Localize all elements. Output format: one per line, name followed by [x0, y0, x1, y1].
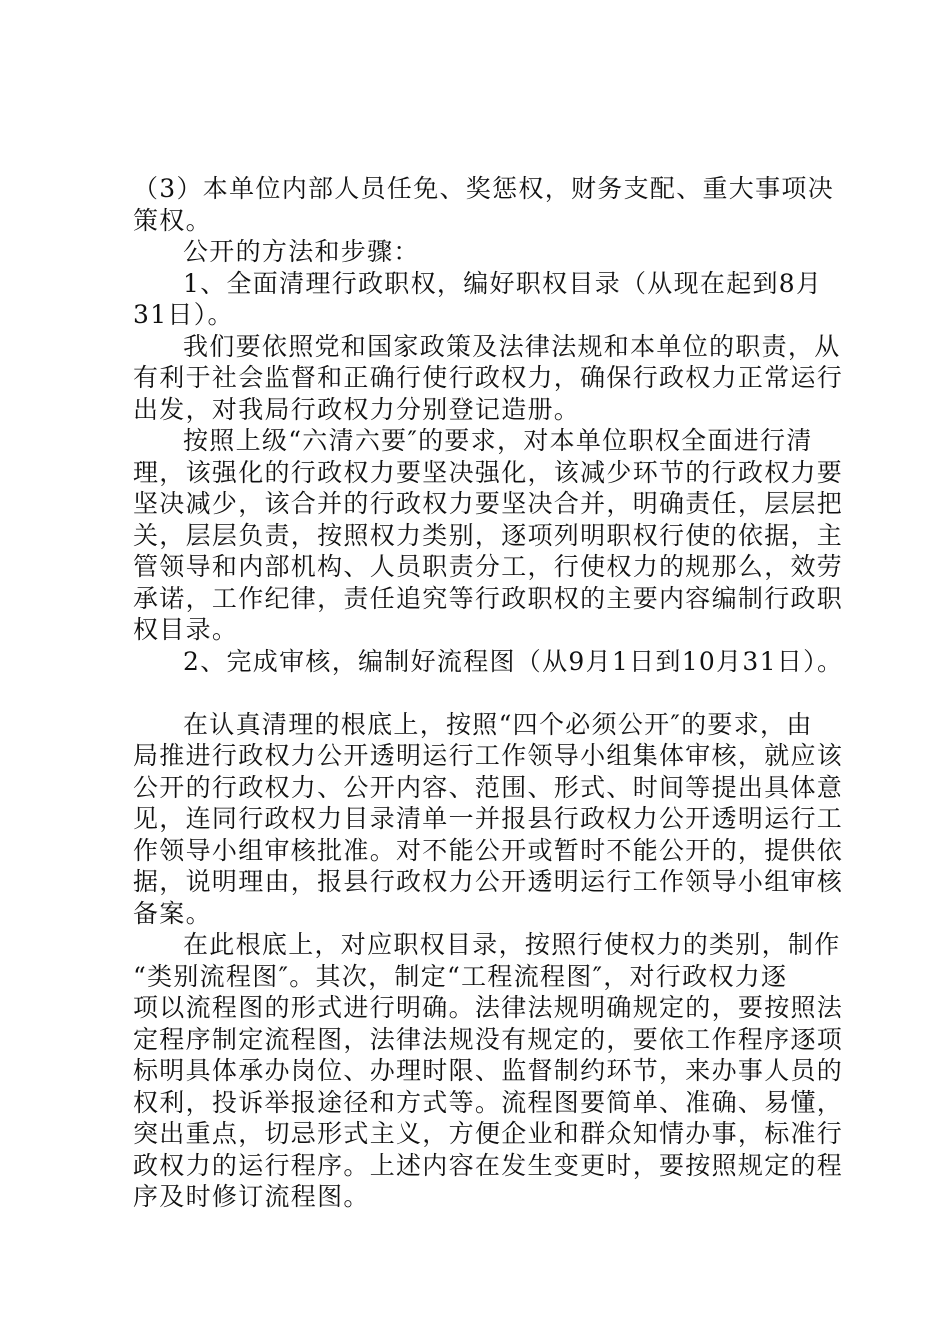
text-line: 策权。: [133, 205, 212, 235]
text-line: 公开的方法和步骤：: [183, 237, 420, 266]
text-line: 1、全面清理行政职权，编好职权目录（从现在起到8月: [183, 268, 823, 298]
text-line: 政权力的运行程序。上述内容在发生变更时，要按照规定的程: [133, 1150, 844, 1180]
text-line: 在此根底上，对应职权目录，按照行使权力的类别，制作: [183, 930, 841, 959]
text-line: 见，连同行政权力目录清单一并报县行政权力公开透明运行工: [133, 804, 844, 833]
text-line: 据，说明理由，报县行政权力公开透明运行工作领导小组审核: [133, 867, 844, 896]
text-line: 公开的行政权力、公开内容、范围、形式、时间等提出具体意: [133, 772, 844, 802]
text-line: 坚决减少，该合并的行政权力要坚决合并，明确责任，层层把: [133, 489, 844, 518]
text-line: 有利于社会监督和正确行使行政权力，确保行政权力正常运行: [133, 363, 844, 392]
text-line: 权目录。: [133, 615, 239, 644]
document-body: [133, 173, 844, 1213]
text-line: 局推进行政权力公开透明运行工作领导小组集体审核，就应该: [133, 741, 844, 770]
text-line: 在认真清理的根底上，按照“四个必须公开″的要求，由: [183, 709, 813, 739]
text-line: 作领导小组审核批准。对不能公开或暂时不能公开的，提供依: [133, 835, 844, 865]
text-line: 2、完成审核，编制好流程图（从9月1日到10月31日）。: [183, 646, 844, 676]
text-line: 关，层层负责，按照权力类别，逐项列明职权行使的依据，主: [133, 520, 844, 550]
text-line: 备案。: [133, 898, 212, 928]
text-line: 权利，投诉举报途径和方式等。流程图要简单、准确、易懂，: [133, 1087, 844, 1117]
text-line: 项以流程图的形式进行明确。法律法规明确规定的，要按照法: [133, 993, 844, 1022]
text-line: 标明具体承办岗位、办理时限、监督制约环节，来办事人员的: [133, 1056, 844, 1085]
text-line: 序及时修订流程图。: [133, 1182, 370, 1211]
blank-line: [133, 677, 833, 709]
text-line: 31日）。: [133, 300, 234, 329]
text-line: （3）本单位内部人员任免、奖惩权，财务支配、重大事项决: [133, 174, 835, 203]
text-line: 定程序制定流程图，法律法规没有规定的，要依工作程序逐项: [133, 1024, 844, 1054]
text-line: 承诺，工作纪律，责任追究等行政职权的主要内容编制行政职: [133, 583, 844, 613]
text-line: 我们要依照党和国家政策及法律法规和本单位的职责，从: [183, 331, 841, 361]
text-line: 理，该强化的行政权力要坚决强化，该减少环节的行政权力要: [133, 457, 844, 487]
text-line: 管领导和内部机构、人员职责分工，行使权力的规那么，效劳: [133, 552, 844, 581]
text-line: 按照上级“六清六要″的要求，对本单位职权全面进行清: [183, 426, 813, 455]
text-line: 出发，对我局行政权力分别登记造册。: [133, 394, 581, 424]
text-line: “类别流程图″。其次，制定“工程流程图″，对行政权力逐: [133, 961, 788, 991]
text-line: 突出重点，切忌形式主义，方便企业和群众知情办事，标准行: [133, 1119, 844, 1148]
